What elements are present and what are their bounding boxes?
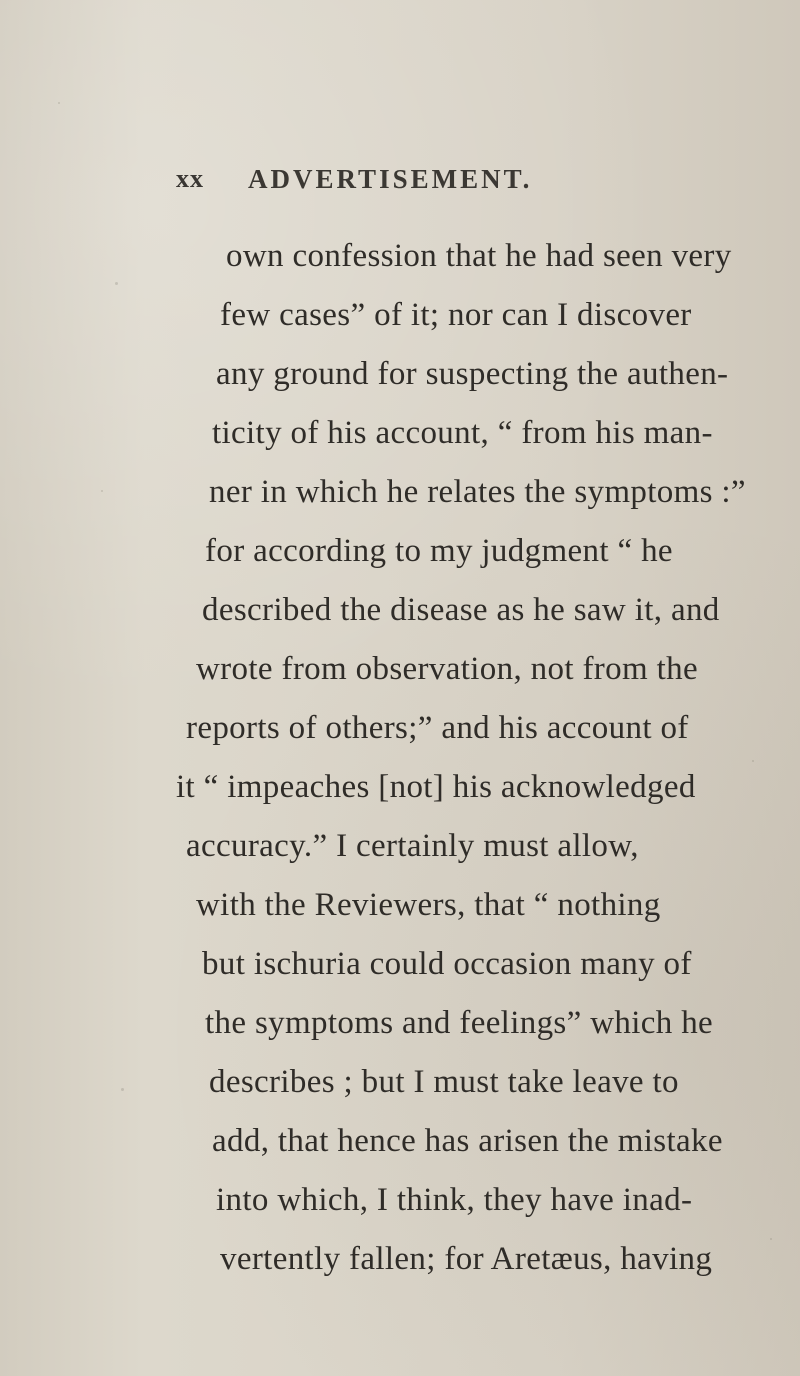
text-line: few cases” of it; nor can I discover bbox=[220, 297, 692, 333]
text-line: ner in which he relates the symptoms :” bbox=[209, 474, 746, 510]
text-line: own confession that he had seen very bbox=[226, 238, 732, 274]
text-line: describes ; but I must take leave to bbox=[209, 1064, 679, 1100]
text-line: ticity of his account, “ from his man- bbox=[212, 415, 713, 451]
text-line: with the Reviewers, that “ nothing bbox=[196, 887, 661, 923]
page-number: xx bbox=[176, 164, 204, 193]
text-line: any ground for suspecting the authen- bbox=[216, 356, 729, 392]
text-line: for according to my judgment “ he bbox=[205, 533, 673, 569]
text-line: vertently fallen; for Aretæus, having bbox=[220, 1241, 713, 1277]
text-line: accuracy.” I certainly must allow, bbox=[186, 828, 639, 864]
text-line: add, that hence has arisen the mistake bbox=[212, 1123, 723, 1159]
text-line: described the disease as he saw it, and bbox=[202, 592, 720, 628]
text-line: it “ impeaches [not] his acknowledged bbox=[176, 769, 696, 805]
running-head: ADVERTISEMENT. bbox=[248, 164, 533, 194]
text-line: wrote from observation, not from the bbox=[196, 651, 698, 687]
text-line: but ischuria could occasion many of bbox=[202, 946, 692, 982]
text-line: into which, I think, they have inad- bbox=[216, 1182, 693, 1218]
text-line: the symptoms and feelings” which he bbox=[205, 1005, 714, 1041]
text-line: reports of others;” and his account of bbox=[186, 710, 689, 746]
